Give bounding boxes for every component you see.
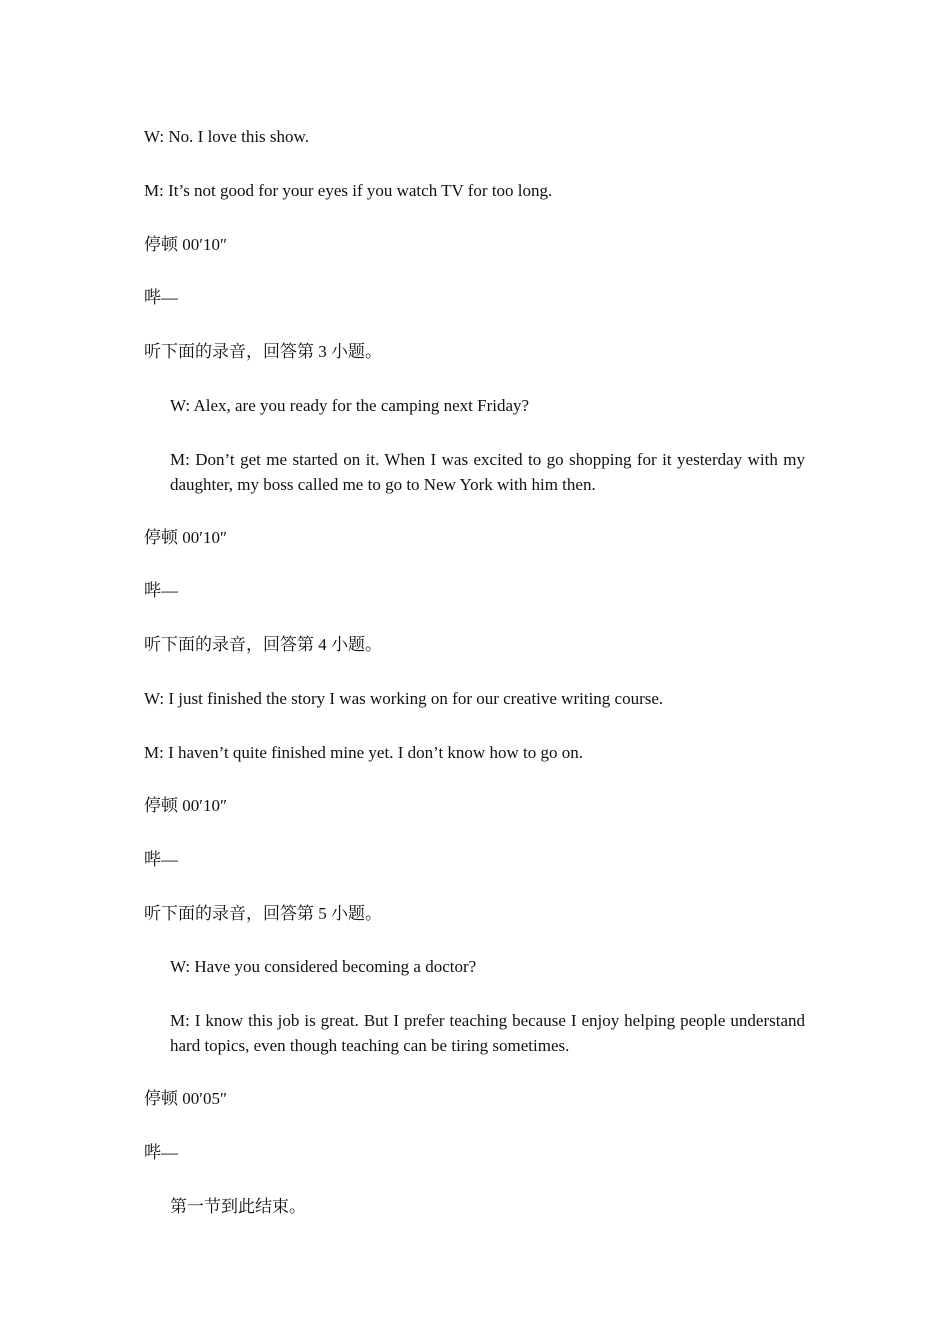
dialogue-line-man: M: It’s not good for your eyes if you watch TV for too long. [144,181,553,200]
question-instruction: 听下面的录音，回答第 5 小题。 [144,904,382,923]
pause-marker: 停顿 00′10″ [144,235,228,254]
beep-marker: 哔— [144,288,178,307]
question-instruction: 听下面的录音，回答第 4 小题。 [144,635,382,654]
dialogue-line-woman: W: Have you considered becoming a doctor? [170,957,477,976]
dialogue-line-man: M: I haven’t quite finished mine yet. I don’t know how to go on. [144,743,583,762]
beep-marker: 哔— [144,850,178,869]
section-end-note: 第一节到此结束。 [170,1197,306,1216]
pause-marker: 停顿 00′10″ [144,528,228,547]
pause-marker: 停顿 00′05″ [144,1089,228,1108]
beep-marker: 哔— [144,581,178,600]
dialogue-line-woman: W: I just finished the story I was working on for our creative writing course. [144,689,664,708]
dialogue-line-man: M: I know this job is great. But I prefer teaching because I enjoy helping people understand hard topics, even though teaching can be tiring sometimes. [170,1011,805,1055]
dialogue-line-woman: W: No. I love this show. [144,127,309,146]
dialogue-line-man: M: Don’t get me started on it. When I was excited to go shopping for it yesterday with my daughter, my boss called me to go to New York with him then. [170,450,805,494]
pause-marker: 停顿 00′10″ [144,796,228,815]
dialogue-line-woman: W: Alex, are you ready for the camping next Friday? [170,396,530,415]
beep-marker: 哔— [144,1143,178,1162]
question-instruction: 听下面的录音，回答第 3 小题。 [144,342,382,361]
